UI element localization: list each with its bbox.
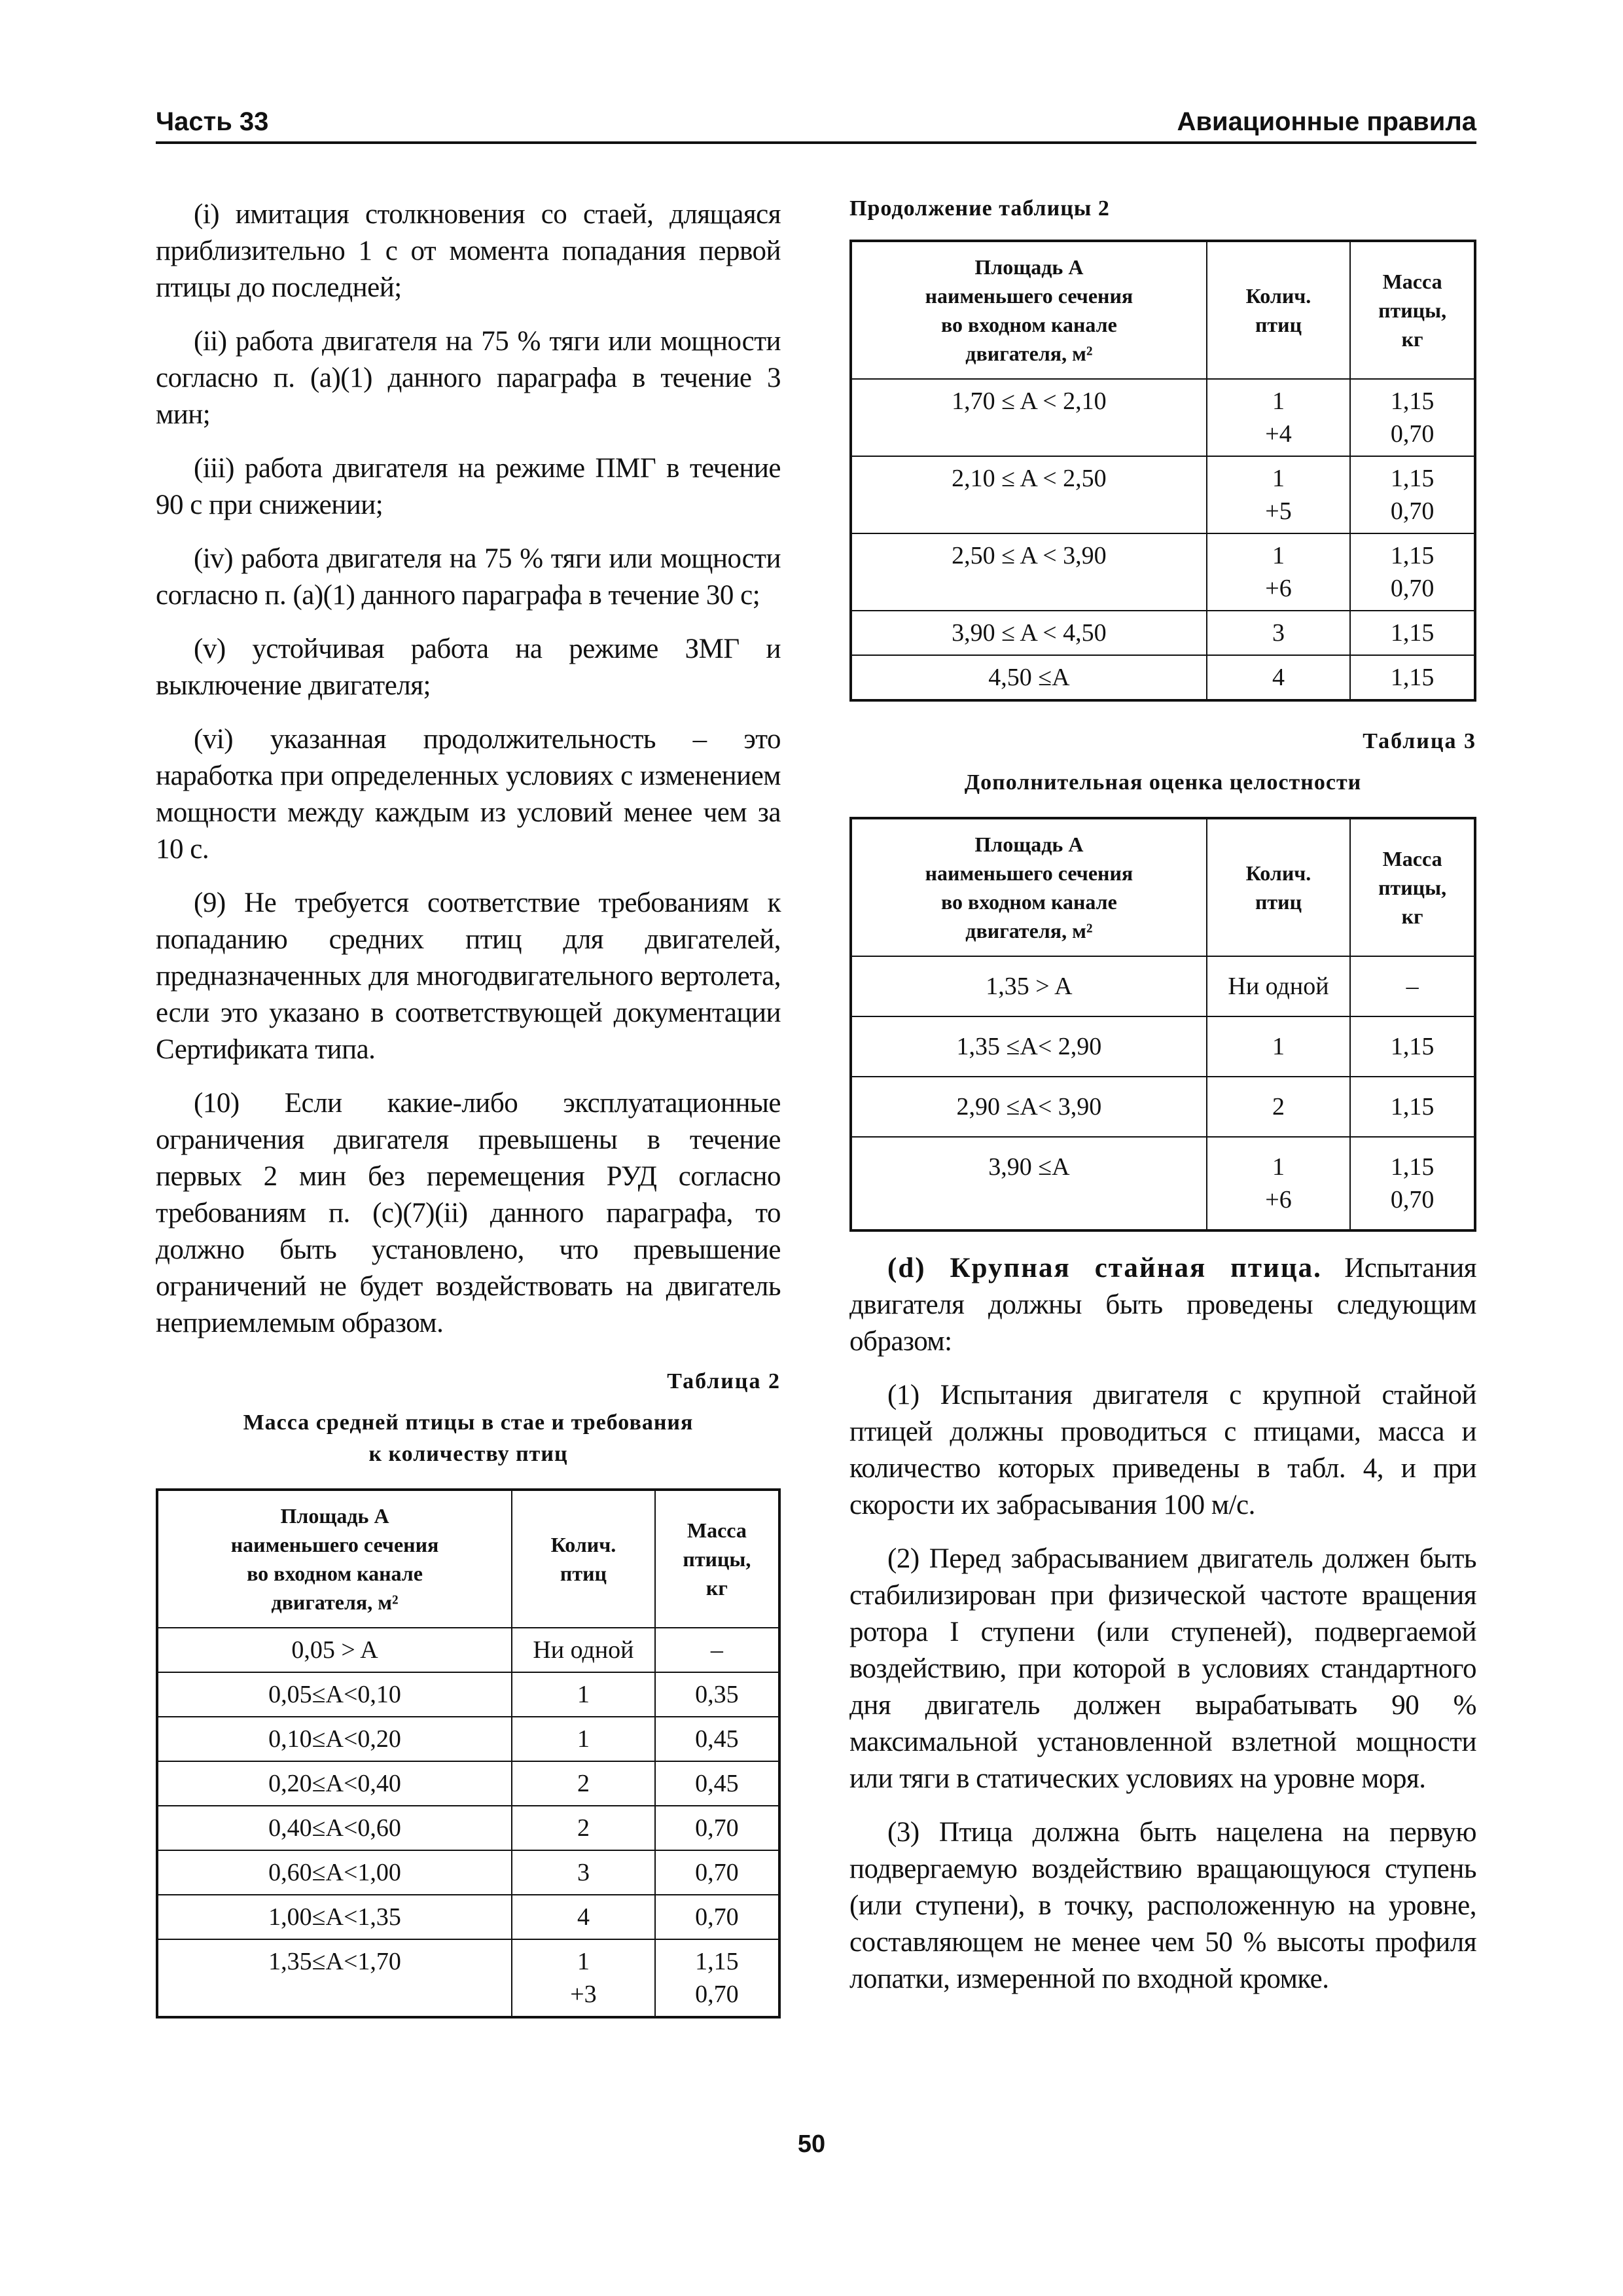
mass-column-header: Масса птицы, кг — [1350, 818, 1475, 956]
left-column — [156, 196, 781, 2018]
right-column — [849, 196, 1476, 2015]
table-title-line: Масса средней птицы в стае и требования — [243, 1410, 694, 1435]
paragraph: (vi) указанная продолжительность – это наработка при определенных условиях с изменением мощности между каждым из условий менее чем за 10 с. — [156, 724, 781, 865]
paragraph: (1) Испытания двигателя с крупной стайной птицей должны проводиться с птицами, масса и количество которых приведены в табл. 4, и при скорости их забрасывания 100 м/с. — [849, 1380, 1476, 1520]
paragraph: (iv) работа двигателя на 75 % тяги или мощности согласно п. (a)(1) данного параграфа в течение 30 с; — [156, 543, 781, 611]
area-column-header: Площадь А наименьшего сечения во входном канале двигателя, м² — [157, 1490, 512, 1628]
paragraph: (iii) работа двигателя на режиме ПМГ в течение 90 с при снижении; — [156, 453, 781, 520]
table-title — [156, 1407, 781, 1470]
table-row: 0,05 > A Ни одной – — [157, 1628, 779, 1672]
table-row: 3,90 ≤A 1 +6 1,15 0,70 — [851, 1137, 1475, 1230]
table-row: 0,60≤A<1,00 3 0,70 — [157, 1850, 779, 1895]
bird-mass-table-continued — [849, 240, 1476, 702]
table-continuation-caption: Продолжение таблицы 2 — [849, 196, 1110, 221]
table-row: 1,00≤A<1,35 4 0,70 — [157, 1895, 779, 1939]
table-row: 2,50 ≤ A < 3,90 1 +6 1,15 0,70 — [851, 533, 1475, 611]
paragraph: (v) устойчивая работа на режиме ЗМГ и выключение двигателя; — [156, 634, 781, 701]
integrity-assessment-table — [849, 817, 1476, 1232]
section-d-intro: (d) Крупная стайная птица. Испытания двигателя должны быть проведены следующим образом: — [849, 1253, 1477, 1357]
count-column-header: Колич. птиц — [1207, 241, 1350, 379]
mass-column-header: Масса птицы, кг — [1350, 241, 1475, 379]
count-column-header: Колич. птиц — [512, 1490, 655, 1628]
paragraph: (9) Не требуется соответствие требованиям к попаданию средних птиц для двигателей, предназначенных для многодвигательного вертолета, если это указано в соответствующей документации Сертификата типа. — [156, 888, 781, 1065]
paragraph: (3) Птица должна быть нацелена на первую подвергаемую воздействию вращающуюся ступень (или ступени), в точку, расположенную на уровне, составляющем не менее чем 50 % высоты профиля лопатки, измеренной по входной кромке. — [849, 1817, 1476, 1994]
table-row: 3,90 ≤ A < 4,50 3 1,15 — [851, 611, 1475, 655]
table-caption: Таблица 2 — [667, 1369, 781, 1393]
table-row: 0,40≤A<0,60 2 0,70 — [157, 1806, 779, 1850]
table-row: 4,50 ≤A 4 1,15 — [851, 655, 1475, 700]
area-column-header: Площадь А наименьшего сечения во входном канале двигателя, м² — [851, 818, 1207, 956]
paragraph: (i) имитация столкновения со стаей, длящаяся приблизительно 1 с от момента попадания первой птицы до последней; — [156, 199, 781, 303]
section-d-heading: (d) Крупная стайная птица. — [887, 1253, 1322, 1283]
table-row: 1,70 ≤ A < 2,10 1 +4 1,15 0,70 — [851, 379, 1475, 456]
count-column-header: Колич. птиц — [1207, 818, 1350, 956]
paragraph: (2) Перед забрасыванием двигатель должен быть стабилизирован при физической частоте вращения ротора I ступени (или ступеней), подвергаемой воздействию, при которой в условиях стандартного дня двигатель должен вырабатывать 90 % максимальной установленной взлетной мощности или тяги в статических условиях на уровне моря. — [849, 1543, 1476, 1794]
table-row: 2,10 ≤ A < 2,50 1 +5 1,15 0,70 — [851, 456, 1475, 533]
table-title-line: к количеству птиц — [368, 1442, 568, 1466]
mass-column-header: Масса птицы, кг — [655, 1490, 779, 1628]
table-row: 1,35≤A<1,70 1 +3 1,15 0,70 — [157, 1939, 779, 2017]
page-number: 50 — [797, 2130, 826, 2158]
table-title: Дополнительная оценка целостности — [964, 770, 1362, 795]
area-column-header: Площадь А наименьшего сечения во входном канале двигателя, м² — [851, 241, 1207, 379]
table-header-row — [851, 241, 1475, 379]
paragraph: (10) Если какие-либо эксплуатационные ограничения двигателя превышены в течение первых 2 мин без перемещения РУД согласно требованиям п. (c)(7)(ii) данного параграфа, то должно быть установлено, что превышение ограничений не будет воздействовать на двигатель неприемлемым образом. — [156, 1088, 781, 1338]
table-header-row — [157, 1490, 779, 1628]
paragraph: (ii) работа двигателя на 75 % тяги или мощности согласно п. (a)(1) данного параграфа в течение 3 мин; — [156, 326, 781, 430]
table-row: 2,90 ≤A< 3,90 2 1,15 — [851, 1077, 1475, 1137]
table-row: 1,35 ≤A< 2,90 1 1,15 — [851, 1016, 1475, 1077]
page-header — [156, 105, 1476, 144]
table-header-row — [851, 818, 1475, 956]
table-row: 1,35 > A Ни одной – — [851, 956, 1475, 1016]
table-row: 0,05≤A<0,10 1 0,35 — [157, 1672, 779, 1717]
table-row: 0,10≤A<0,20 1 0,45 — [157, 1717, 779, 1761]
table-row: 0,20≤A<0,40 2 0,45 — [157, 1761, 779, 1806]
table-caption: Таблица 3 — [1363, 729, 1476, 753]
part-label: Часть 33 — [156, 107, 269, 136]
document-title: Авиационные правила — [1177, 107, 1476, 136]
bird-mass-table — [156, 1488, 781, 2018]
